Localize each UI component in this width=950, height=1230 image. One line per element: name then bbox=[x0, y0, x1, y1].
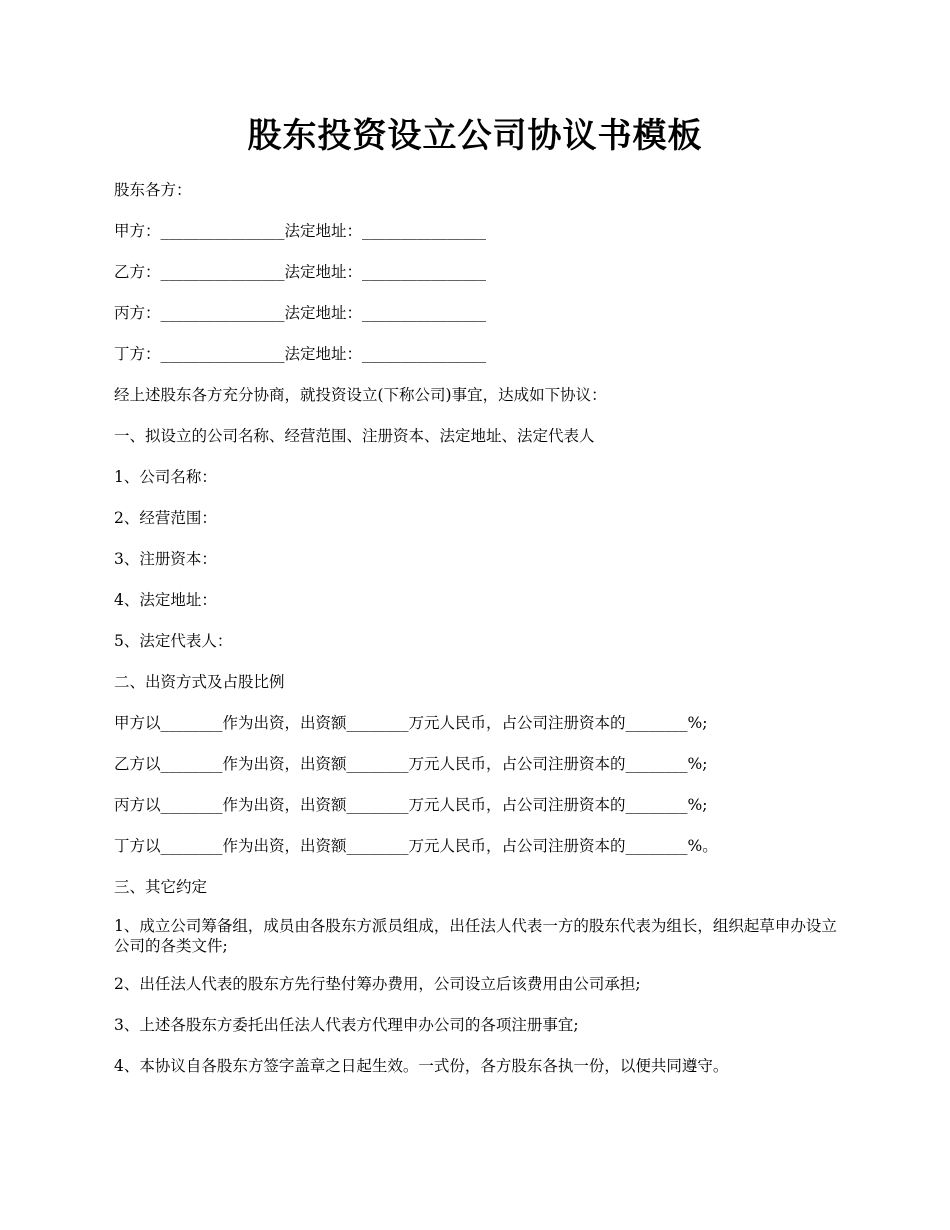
section3-item: 1、成立公司筹备组，成员由各股东方派员组成，出任法人代表一方的股东代表为组长，组织起草申办设立公司的各类文件; bbox=[114, 917, 837, 955]
preamble: 经上述股东各方充分协商，就投资设立(下称公司)事宜，达成如下协议： bbox=[114, 386, 607, 404]
section2-item: 丁方以________作为出资，出资额________万元人民币，占公司注册资本的________%。 bbox=[114, 837, 718, 855]
section1-item: 2、经营范围： bbox=[114, 509, 217, 527]
section2-heading: 二、出资方式及占股比例 bbox=[114, 673, 285, 691]
party-line-ding: 丁方：________________法定地址：________________ bbox=[114, 345, 487, 363]
section1-item: 3、注册资本： bbox=[114, 550, 217, 568]
section3-item: 2、出任法人代表的股东方先行垫付筹办费用，公司设立后该费用由公司承担; bbox=[114, 975, 641, 993]
intro-line: 股东各方： bbox=[114, 181, 192, 199]
section1-item: 5、法定代表人： bbox=[114, 632, 233, 650]
section1-item: 4、法定地址： bbox=[114, 591, 217, 609]
section2-item: 丙方以________作为出资，出资额________万元人民币，占公司注册资本的________%; bbox=[114, 796, 708, 814]
party-line-bing: 丙方：________________法定地址：________________ bbox=[114, 304, 487, 322]
section1-item: 1、公司名称： bbox=[114, 468, 217, 486]
section3-item: 3、上述各股东方委托出任法人代表方代理申办公司的各项注册事宜; bbox=[114, 1016, 579, 1034]
section3-heading: 三、其它约定 bbox=[114, 878, 208, 896]
party-line-jia: 甲方：________________法定地址：________________ bbox=[114, 222, 487, 240]
section2-item: 甲方以________作为出资，出资额________万元人民币，占公司注册资本的________%; bbox=[114, 714, 708, 732]
section2-item: 乙方以________作为出资，出资额________万元人民币，占公司注册资本的________%; bbox=[114, 755, 708, 773]
section1-heading: 一、拟设立的公司名称、经营范围、注册资本、法定地址、法定代表人 bbox=[114, 427, 595, 445]
party-line-yi: 乙方：________________法定地址：________________ bbox=[114, 263, 487, 281]
document-title: 股东投资设立公司协议书模板 bbox=[247, 116, 703, 156]
section3-item: 4、本协议自各股东方签字盖章之日起生效。一式份，各方股东各执一份，以便共同遵守。 bbox=[114, 1057, 729, 1075]
document-body bbox=[114, 178, 844, 1095]
